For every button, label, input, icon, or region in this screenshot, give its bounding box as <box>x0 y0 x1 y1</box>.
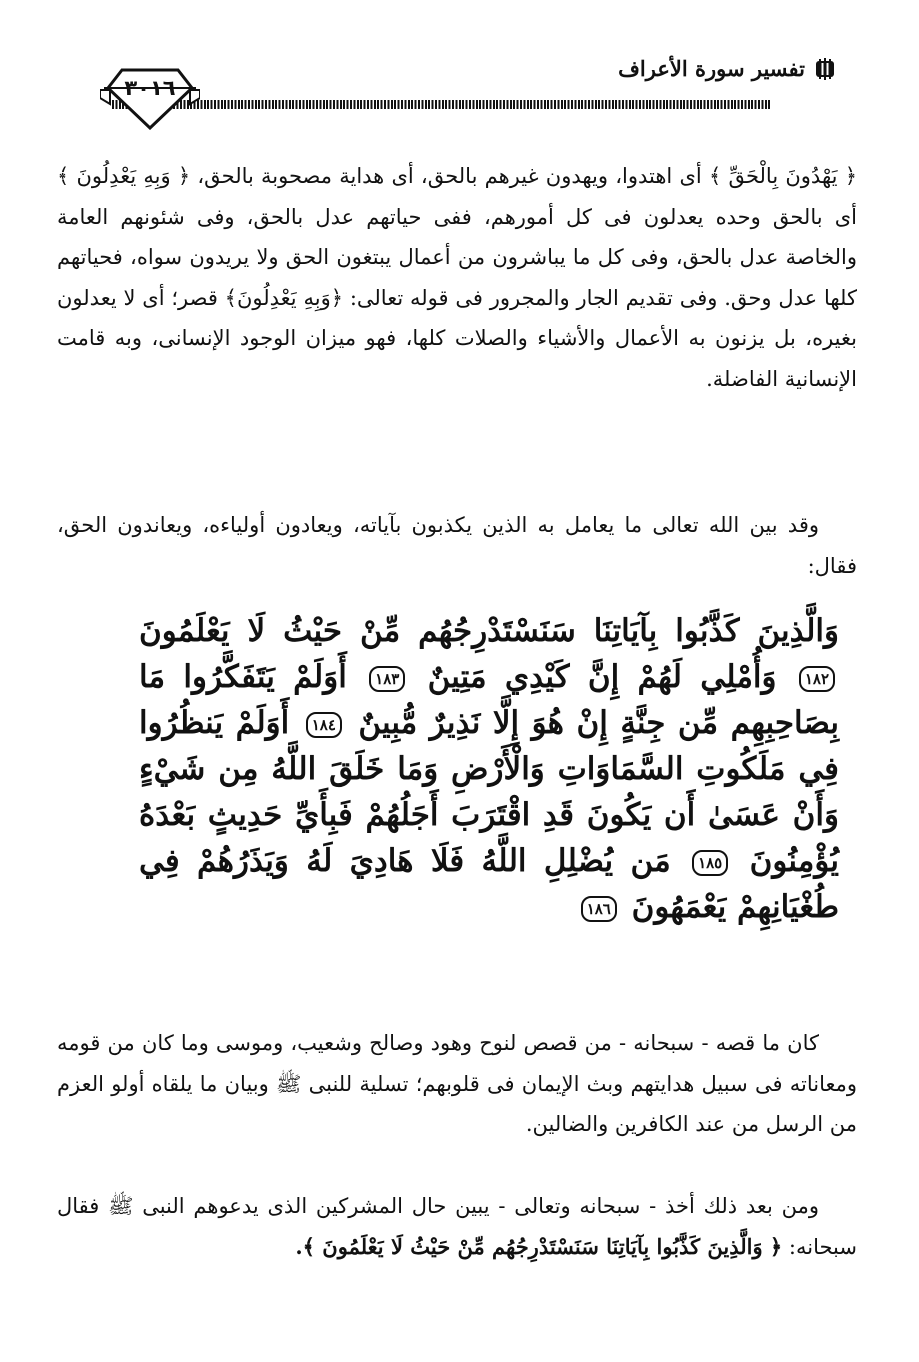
paragraph-1 <box>57 156 857 399</box>
page-header <box>100 38 865 128</box>
page-number: ٣٠١٦ <box>124 76 176 100</box>
verse-number-185: ١٨٥ <box>692 850 728 876</box>
paragraph-1-text: ﴿ يَهْدُونَ بِالْحَقِّ ﴾ أى اهتدوا، ويهدون غيرهم بالحق، أى هداية مصحوبة بالحق، ﴿ وَبِهِ يَعْدِلُونَ ﴾ أى بالحق وحده يعدلون فى كل أمورهم، ففى حياتهم عدل بالحق، وفى شئونهم العامة والخاصة عدل بالحق، وفى كل ما يباشرون من أعمال يبتغون الحق ولا يريدون سواه، فحياتهم كلها عدل وحق. وفى تقديم الجار والمجرور فى قوله تعالى: ﴿وَبِهِ يَعْدِلُونَ﴾ قصر؛ أى لا يعدلون بغيره، بل يزنون به الأعمال والأشياء والصلات كلها، فهو ميزان الوجود الإنسانى، وبه قامت الإنسانية الفاضلة. <box>57 164 857 391</box>
verse-184: أَوَلَمْ يَتَفَكَّرُوا مَا بِصَاحِبِهِم مِّن جِنَّةٍ إِنْ هُوَ إِلَّا نَذِيرٌ مُّبِينٌ <box>139 659 839 741</box>
verse-number-186: ١٨٦ <box>581 896 617 922</box>
running-title <box>618 56 835 81</box>
running-title-text: تفسير سورة الأعراف <box>618 56 805 81</box>
paragraph-3 <box>57 1023 857 1145</box>
verse-number-182: ١٨٢ <box>799 666 835 692</box>
verse-186: مَن يُضْلِلِ اللَّهُ فَلَا هَادِيَ لَهُ وَيَذَرُهُمْ فِي طُغْيَانِهِمْ يَعْمَهُونَ <box>139 843 839 925</box>
quran-verses <box>139 608 839 930</box>
verse-182: وَالَّذِينَ كَذَّبُوا بِآيَاتِنَا سَنَسْتَدْرِجُهُم مِّنْ حَيْثُ لَا يَعْلَمُونَ <box>139 613 839 649</box>
verse-183: وَأُمْلِي لَهُمْ إِنَّ كَيْدِي مَتِينٌ <box>427 659 777 695</box>
paragraph-4-text <box>57 1186 857 1267</box>
verse-number-183: ١٨٣ <box>369 666 405 692</box>
verse-number-184: ١٨٤ <box>306 712 342 738</box>
paragraph-3-text: كان ما قصه - سبحانه - من قصص لنوح وهود وصالح وشعيب، وموسى وما كان من قومه ومعاناته فى سبيل هدايتهم وبث الإيمان فى قلوبهم؛ تسلية للنبى ﷺ وبيان ما يلقاه أولو العزم من الرسل من عند الكافرين والضالين. <box>57 1031 857 1136</box>
paragraph-4 <box>57 1186 857 1267</box>
paragraph-4-quote: ﴿ وَالَّذِينَ كَذَّبُوا بِآيَاتِنَا سَنَسْتَدْرِجُهُم مِّنْ حَيْثُ لَا يَعْلَمُونَ ﴾. <box>295 1233 783 1259</box>
verse-text <box>139 608 839 930</box>
paragraph-4-body: ومن بعد ذلك أخذ - سبحانه وتعالى - يبين حال المشركين الذى يدعوهم النبى ﷺ فقال سبحانه: <box>57 1194 857 1259</box>
verse-185: أَوَلَمْ يَنظُرُوا فِي مَلَكُوتِ السَّمَاوَاتِ وَالْأَرْضِ وَمَا خَلَقَ اللَّهُ مِن شَيْءٍ وَأَنْ عَسَىٰ أَن يَكُونَ قَدِ اقْتَرَبَ أَجَلُهُمْ فَبِأَيِّ حَدِيثٍ بَعْدَهُ يُؤْمِنُونَ <box>139 705 839 879</box>
paragraph-2 <box>57 505 857 586</box>
header-rule <box>112 100 770 109</box>
paragraph-2-text: وقد بين الله تعالى ما يعامل به الذين يكذبون بآياته، ويعادون أولياءه، ويعاندون الحق، فقال: <box>57 513 857 578</box>
ornament-icon <box>815 58 835 80</box>
